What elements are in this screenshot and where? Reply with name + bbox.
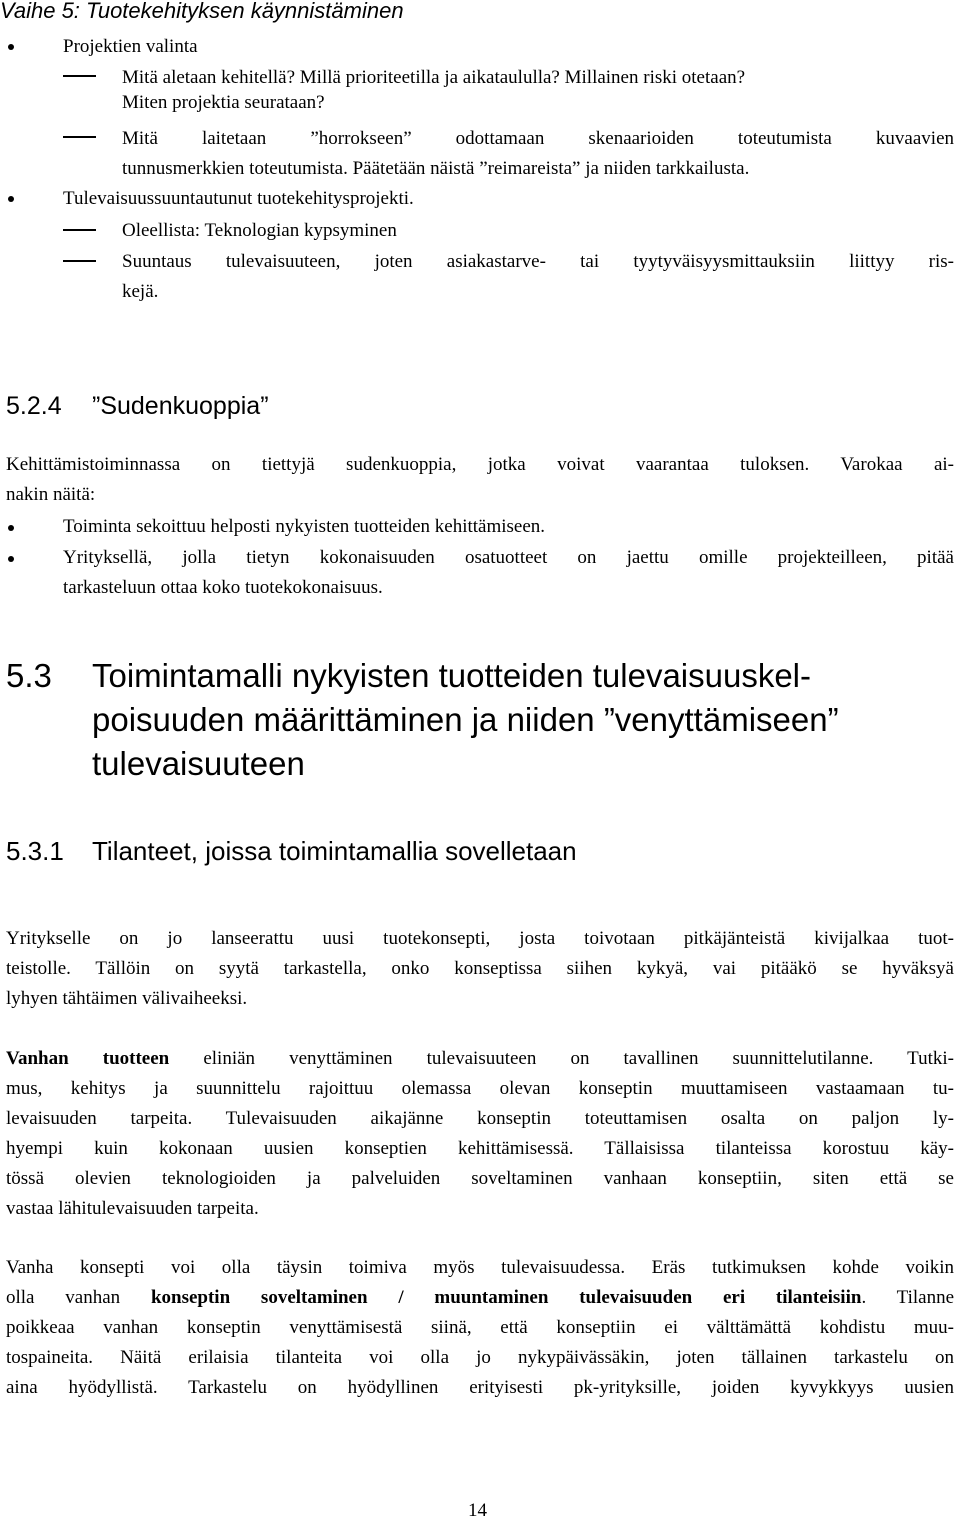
section-title: ”Sudenkuoppia” (92, 392, 269, 420)
list-item: Suuntaus tulevaisuuteen, joten asiakastarve- tai tyytyväisyysmittauksiin liittyy ris- (122, 251, 954, 272)
section-title-line: tulevaisuuteen (92, 745, 305, 782)
list-item: tarkasteluun ottaa koko tuotekokonaisuus. (63, 577, 383, 598)
paragraph-line: poikkeaa vanhan konseptin venyttämisestä siinä, että konseptiin ei välttämättä kohdistu muu- (6, 1317, 954, 1338)
paragraph-line (6, 1044, 954, 1074)
paragraph-line: lyhyen tähtäimen välivaiheeksi. (6, 988, 248, 1009)
paragraph-line: Vanha konsepti voi olla täysin toimiva myös tulevaisuudessa. Eräs tutkimuksen kohde voikin (6, 1257, 954, 1278)
bold-phrase: Vanhan tuotteen (6, 1048, 170, 1069)
list-item: Mitä aletaan kehitellä? Millä prioriteetilla ja aikataululla? Millainen riski otetaan? (122, 67, 746, 88)
section-number: 5.3.1 (6, 836, 64, 866)
paragraph-line: levaisuuden tarpeita. Tulevaisuuden aikajänne konseptin toteuttamisen osalta on paljon ly- (6, 1108, 954, 1129)
paragraph-line: tössä olevien teknologioiden ja palveluiden soveltaminen vanhaan konseptiin, siten että se (6, 1168, 954, 1189)
list-item: Mitä laitetaan ”horrokseen” odottamaan skenaarioiden toteutumista kuvaavien (122, 128, 954, 149)
paragraph-line: hyempi kuin kokonaan uusien konseptien kehittämisessä. Tällaisissa tilanteissa korostuu käy- (6, 1138, 954, 1159)
paragraph-line (6, 1283, 954, 1313)
list-item: tunnusmerkkien toteutumista. Päätetään näistä ”reimareista” ja niiden tarkkailusta. (122, 158, 750, 179)
list-item: Yrityksellä, jolla tietyn kokonaisuuden osatuotteet on jaettu omille projekteilleen, pitää (63, 547, 954, 568)
section-title: Tilanteet, joissa toimintamallia sovelletaan (92, 836, 577, 866)
phase-heading: Vaihe 5: Tuotekehityksen käynnistäminen (0, 0, 404, 23)
paragraph-line: aina hyödyllistä. Tarkastelu on hyödyllinen erityisesti pk-yrityksille, joiden kyvykkyys uusien (6, 1377, 954, 1398)
paragraph-line: Yritykselle on jo lanseerattu uusi tuotekonsepti, josta toivotaan pitkäjänteistä kivijalkaa tuot- (6, 928, 954, 949)
list-item: Toiminta sekoittuu helposti nykyisten tuotteiden kehittämiseen. (63, 516, 546, 537)
dash-icon (63, 136, 96, 138)
paragraph-line: nakin näitä: (6, 484, 96, 505)
list-item: Tulevaisuussuuntautunut tuotekehitysprojekti. (63, 188, 414, 209)
list-item: kejä. (122, 281, 159, 302)
paragraph-line: tospaineita. Näitä erilaisia tilanteita voi olla jo nykypäivässäkin, joten tällainen tarkastelu on (6, 1347, 954, 1368)
bold-phrase: konseptin soveltaminen / muuntaminen tulevaisuuden eri tilanteisiin (150, 1287, 862, 1308)
text-span: olla vanhan (6, 1287, 151, 1308)
section-number: 5.2.4 (6, 392, 62, 420)
section-title-line: Toimintamalli nykyisten tuotteiden tulevaisuuskel- (92, 657, 812, 694)
bullet-icon (8, 196, 14, 202)
bullet-icon (8, 44, 14, 50)
paragraph-line: vastaa lähitulevaisuuden tarpeita. (6, 1198, 259, 1219)
dash-icon (63, 260, 96, 262)
list-item: Miten projektia seurataan? (122, 92, 325, 113)
section-number: 5.3 (6, 657, 52, 694)
list-item: Projektien valinta (63, 36, 198, 57)
list-item: Oleellista: Teknologian kypsyminen (122, 220, 397, 241)
dash-icon (63, 229, 96, 231)
dash-icon (63, 75, 96, 77)
page-number: 14 (468, 1500, 487, 1521)
paragraph-line: mus, kehitys ja suunnittelu rajoittuu olemassa olevan konseptin muuttamiseen vastaamaan tu- (6, 1078, 954, 1099)
paragraph-line: Kehittämistoiminnassa on tiettyjä sudenkuoppia, jotka voivat vaarantaa tuloksen. Varokaa ai- (6, 454, 954, 475)
section-title-line: poisuuden määrittäminen ja niiden ”venyttämiseen” (92, 701, 839, 738)
text-span: . Tilanne (861, 1287, 954, 1308)
bullet-icon (8, 556, 14, 562)
text-span: eliniän venyttäminen tulevaisuuteen on tavallinen suunnittelutilanne. Tutki- (169, 1048, 954, 1069)
paragraph-line: teistolle. Tällöin on syytä tarkastella, onko konseptissa siihen kykyä, vai pitääkö se hyväksyä (6, 958, 954, 979)
bullet-icon (8, 525, 14, 531)
